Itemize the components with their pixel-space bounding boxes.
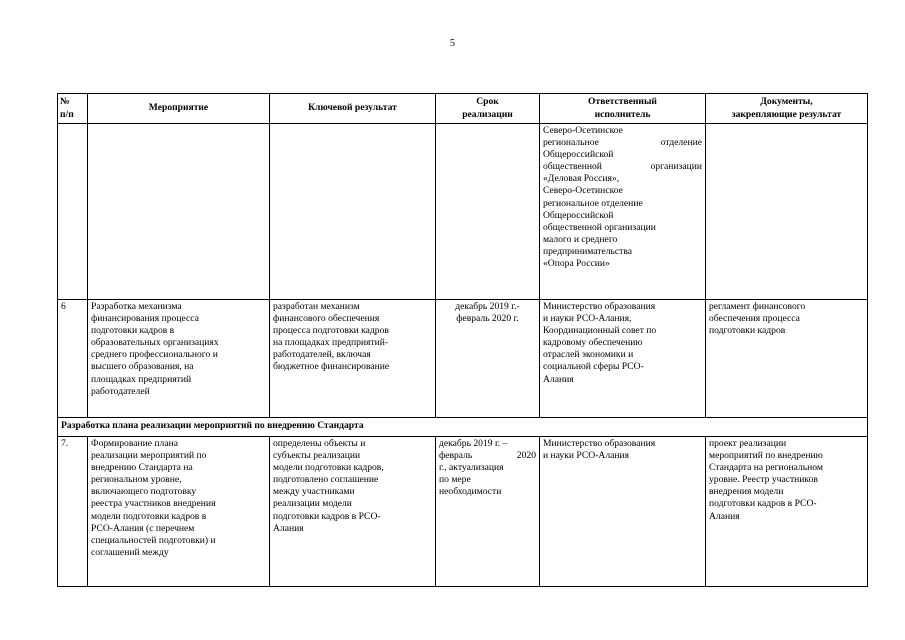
text-line: Северо-Осетинское: [543, 125, 623, 136]
text-line: Алания: [709, 510, 740, 522]
text-line: Общероссийской: [543, 209, 614, 221]
text-line: проект реализации: [709, 438, 787, 449]
text-line: среднего профессионального и: [91, 349, 218, 361]
text-line: региональном уровне,: [91, 474, 182, 486]
cell-event: [88, 437, 270, 587]
text-line: модели подготовки кадров в: [91, 510, 207, 522]
text-line: Координационный совет по: [543, 325, 657, 337]
text-line: реализации мероприятий по: [91, 450, 207, 462]
table-header-row: [58, 94, 868, 124]
header-term-line1: Срок: [476, 96, 499, 108]
text-line: финансирования процесса: [91, 313, 199, 325]
text-line: высшего образования, на: [91, 361, 194, 373]
text-line: площадках предприятий: [91, 373, 192, 385]
text-line: Министерство образования: [543, 438, 656, 449]
header-documents-line1: Документы,: [760, 96, 813, 108]
text-line: мероприятий по внедрению: [709, 450, 823, 462]
header-executor: [540, 94, 706, 124]
text-line: образовательных организациях: [91, 337, 219, 349]
cell-result: [270, 437, 436, 587]
text-line: финансового обеспечения: [273, 313, 380, 325]
text-line: разработан механизм: [273, 301, 360, 312]
text-line: обеспечения процесса: [709, 313, 800, 325]
text-line: специальностей подготовки) и: [91, 534, 216, 546]
text-line: необходимости: [439, 486, 502, 498]
text-line: Стандарта на региональном: [709, 462, 823, 474]
header-documents: [706, 94, 868, 124]
text-line: между участниками: [273, 486, 355, 498]
events-table: [57, 93, 868, 587]
header-term-line2: реализации: [462, 108, 513, 120]
text-line: модели подготовки кадров,: [273, 462, 384, 474]
text-line: подготовки кадров: [709, 325, 786, 337]
text-line: процесса подготовки кадров: [273, 325, 389, 337]
text-line: кадровому обеспечению: [543, 337, 643, 349]
text-line: подготовки кадров в: [91, 325, 175, 337]
text-line: внедрения модели: [709, 486, 784, 498]
text-line: на площадках предприятий-: [273, 337, 389, 349]
text-line: определены объекты и: [273, 438, 366, 449]
text-line: Министерство образования: [543, 301, 656, 312]
header-num-line2: п/п: [60, 108, 74, 120]
cell-documents: [706, 300, 868, 418]
text-line: «Деловая Россия»,: [543, 173, 620, 185]
text-line: социальной сферы РСО-: [543, 361, 644, 373]
text-line: работодателей: [91, 385, 150, 397]
cell-term: [436, 437, 540, 587]
text-line: подготовлено соглашение: [273, 474, 379, 486]
text-line: бюджетное финансирование: [273, 361, 390, 373]
cell-num: 7.: [58, 437, 88, 587]
cell-documents: [706, 124, 868, 300]
cell-event: [88, 124, 270, 300]
cell-executor: [540, 124, 706, 300]
text-line: внедрению Стандарта на: [91, 462, 193, 474]
text-line: Алания: [543, 373, 574, 385]
text-line: декабрь 2019 г.-: [455, 301, 520, 312]
cell-result: [270, 300, 436, 418]
table-row-6: [58, 300, 868, 418]
text-line: малого и среднего: [543, 233, 618, 245]
cell-term: [436, 124, 540, 300]
header-num-line1: №: [60, 96, 70, 108]
header-executor-line2: исполнитель: [594, 108, 651, 120]
text-line: включающего подготовку: [91, 486, 197, 498]
header-documents-line2: закрепляющие результат: [731, 108, 842, 120]
text-line: общественной организации: [543, 161, 702, 173]
text-line: предпринимательства: [543, 245, 633, 257]
cell-documents: [706, 437, 868, 587]
cell-num: 6: [58, 300, 88, 418]
text-line: уровне. Реестр участников: [709, 474, 818, 486]
text-line: общественной организации: [543, 221, 656, 233]
text-line: по мере: [439, 474, 471, 486]
text-line: подготовки кадров в РСО-: [709, 498, 817, 510]
text-line: и науки РСО-Алания,: [543, 313, 632, 325]
text-line: реестра участников внедрения: [91, 498, 216, 510]
header-term: [436, 94, 540, 124]
text-line: подготовки кадров в РСО-: [273, 510, 381, 522]
text-line: работодателей, включая: [273, 349, 371, 361]
page-number: 5: [450, 38, 455, 49]
text-line: февраль 2020: [439, 450, 536, 462]
cell-result: [270, 124, 436, 300]
text-line: Общероссийской: [543, 149, 614, 161]
text-line: февраль 2020 г.: [456, 313, 519, 325]
text-line: субъекты реализации: [273, 450, 361, 462]
text-line: и науки РСО-Алания: [543, 450, 630, 462]
text-line: «Опора России»: [543, 258, 610, 270]
text-line: декабрь 2019 г. –: [439, 438, 508, 449]
text-line: Северо-Осетинское: [543, 185, 623, 197]
text-line: РСО-Алания (с перечнем: [91, 522, 195, 534]
text-line: региональное отделение: [543, 197, 643, 209]
header-result: Ключевой результат: [270, 94, 436, 124]
cell-num: [58, 124, 88, 300]
header-num: [58, 94, 88, 124]
text-line: соглашений между: [91, 546, 169, 558]
header-executor-line1: Ответственный: [588, 96, 657, 108]
text-line: регламент финансового: [709, 301, 806, 312]
header-event: Мероприятие: [88, 94, 270, 124]
section-row: [58, 418, 868, 437]
text-line: г., актуализация: [439, 462, 504, 474]
text-line: Алания: [273, 522, 304, 534]
cell-executor: [540, 300, 706, 418]
cell-event: [88, 300, 270, 418]
cell-executor: [540, 437, 706, 587]
section-title: Разработка плана реализации мероприятий по внедрению Стандарта: [58, 418, 868, 437]
table-row-continued: [58, 124, 868, 300]
table-row-7: [58, 437, 868, 587]
text-line: Формирование плана: [91, 438, 178, 449]
text-line: реализации модели: [273, 498, 352, 510]
text-line: Разработка механизма: [91, 301, 182, 312]
cell-term: [436, 300, 540, 418]
text-line: региональное отделение: [543, 137, 702, 149]
text-line: отраслей экономики и: [543, 349, 634, 361]
